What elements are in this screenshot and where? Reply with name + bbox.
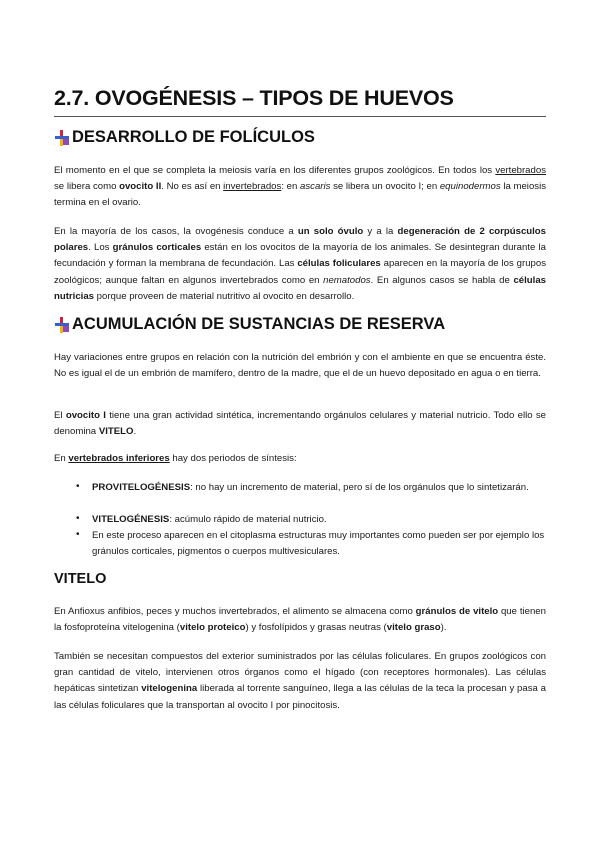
paragraph: Hay variaciones entre grupos en relación con la nutrición del embrión y con el ambiente en que se encuentra éste. No es igual el de un embrión de mamífero, dentro de la madre, que el de un huevo depositado en agua o en tierra. — [54, 352, 546, 380]
bullet-point: • — [76, 481, 80, 492]
paragraph: El ovocito I tiene una gran actividad sintética, incrementando orgánulos celulares y material nutricio. Todo ello se denomina VITELO. — [54, 410, 546, 438]
paragraph: En vertebrados inferiores hay dos periodos de síntesis: — [54, 453, 297, 464]
title-underline — [54, 116, 546, 117]
list-item: En este proceso aparecen en el citoplasma estructuras muy importantes como pueden ser por ejemplo los gránulos corticales, pigmentos o cuerpos multivesiculares. — [92, 530, 545, 558]
list-item: PROVITELOGÉNESIS: no hay un incremento de material, pero sí de los orgánulos que lo sintetizarán. — [92, 482, 529, 493]
paragraph: En la mayoría de los casos, la ovogénesis conduce a un solo óvulo y a la degeneración de 2 corpúsculos polares. Los gránulos corticales están en los ovocitos de la mayoría de los animales. Se desintegran durante la fecundación y forman la membrana de fecundación. Las células foliculares aparecen en la mayoría de los grupos zoológicos; aunque faltan en algunos invertebrados como en nematodos. En algunos casos se habla de células nutricias porque proveen de material nutritivo al ovocito en desarrollo. — [54, 226, 547, 302]
paragraph: También se necesitan compuestos del exterior suministrados por las células foliculares. En grupos zoológicos con gran cantidad de vitelo, intervienen otros órganos como el hígado (con receptores hormonales). Las células hepáticas sintetizan vitelogenina liberada al torrente sanguíneo, llega a las células de la teca la procesan y pasa a las células foliculares que la transportan al ovocito I por pinocitosis. — [54, 651, 546, 711]
section-heading-text: ACUMULACIÓN DE SUSTANCIAS DE RESERVA — [72, 315, 446, 333]
page-title: 2.7. OVOGÉNESIS – TIPOS DE HUEVOS — [54, 86, 454, 110]
paragraph: En Anfioxus anfibios, peces y muchos invertebrados, el alimento se almacena como gránulos de vitelo que tienen la fosfoproteína vitelogenina (vitelo proteico) y fosfolípidos y grasas neutras (vitelo graso). — [54, 606, 546, 634]
section-heading-foliculos — [54, 128, 315, 147]
section-heading-acumulacion — [54, 315, 445, 334]
section-heading-text: DESARROLLO DE FOLÍCULOS — [72, 128, 315, 146]
bullet-point: • — [76, 513, 80, 524]
bullet-point: • — [76, 529, 80, 540]
section-heading-vitelo: VITELO — [54, 571, 107, 587]
four-color-bullet-icon — [54, 129, 70, 147]
list-item: VITELOGÉNESIS: acúmulo rápido de material nutricio. — [92, 514, 327, 525]
four-color-bullet-icon — [54, 316, 70, 334]
paragraph: El momento en el que se completa la meiosis varía en los diferentes grupos zoológicos. En todos los vertebrados se libera como ovocito II. No es así en invertebrados: en ascaris se libera un ovocito I; en equinodermos la meiosis termina en el ovario. — [54, 165, 547, 209]
